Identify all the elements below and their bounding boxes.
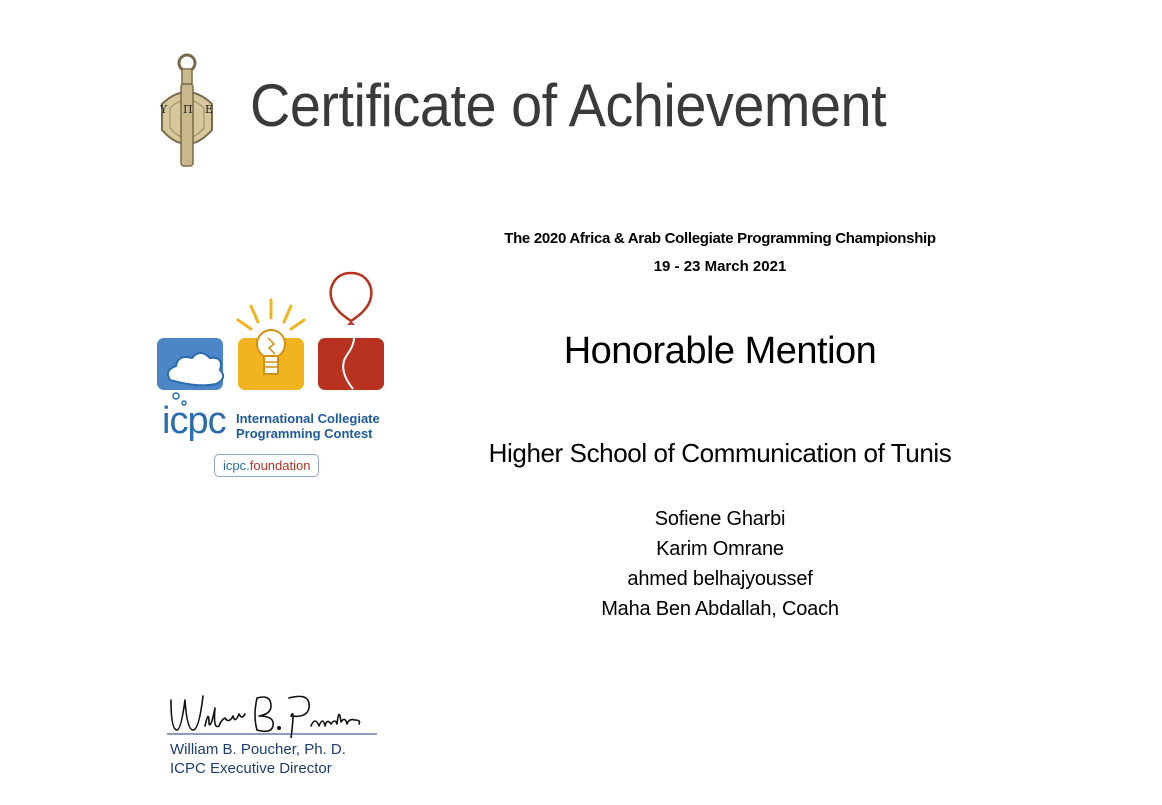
award-title: Honorable Mention — [563, 330, 877, 372]
foundation-suffix: foundation — [249, 458, 311, 473]
icpc-wordmark: icpc — [162, 400, 226, 442]
foundation-prefix: icpc. — [223, 458, 250, 473]
icpc-full-name-line2: Programming Contest — [236, 426, 373, 441]
school-name: Higher School of Communication of Tunis — [488, 438, 952, 468]
team-member: ahmed belhajyoussef — [627, 568, 813, 590]
icpc-logo-icon — [152, 268, 392, 408]
team-member: Maha Ben Abdallah, Coach — [601, 598, 839, 620]
icpc-full-name — [236, 411, 380, 441]
certificate-title: Certificate of Achievement — [250, 72, 887, 139]
upe-emblem-icon — [150, 52, 224, 174]
icpc-logo — [152, 268, 392, 484]
emblem-letter: Π — [183, 103, 193, 116]
team-members — [420, 504, 1020, 624]
signature-image — [165, 692, 380, 738]
foundation-badge — [214, 454, 319, 477]
signer-block — [170, 740, 346, 778]
signer-role: ICPC Executive Director — [170, 760, 332, 777]
emblem-letter: Ε — [205, 103, 214, 116]
emblem-letter: Υ — [160, 103, 168, 116]
signer-name: William B. Poucher, Ph. D. — [170, 741, 346, 758]
team-member: Karim Omrane — [656, 538, 784, 560]
team-member: Sofiene Gharbi — [654, 508, 786, 530]
icpc-full-name-line1: International Collegiate — [236, 411, 380, 426]
contest-dates: 19 - 23 March 2021 — [653, 258, 787, 275]
contest-name: The 2020 Africa & Arab Collegiate Programming Championship — [504, 230, 936, 247]
